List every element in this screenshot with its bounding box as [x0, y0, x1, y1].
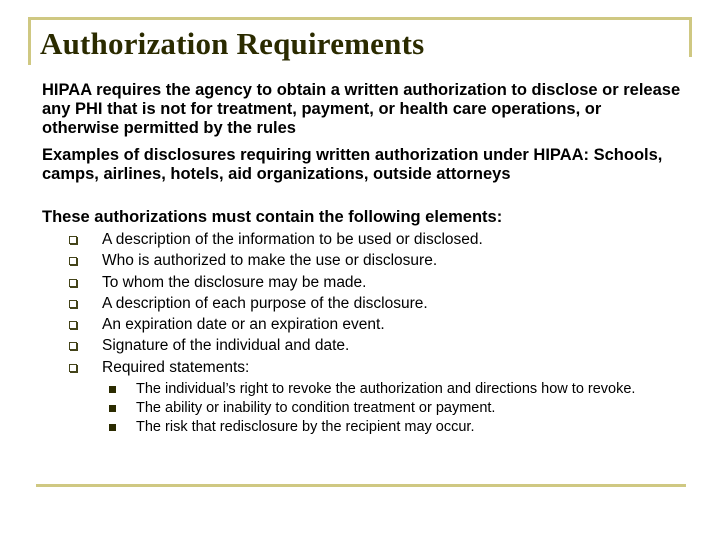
checkbox-bullet-icon	[69, 257, 77, 265]
sub-list-item	[108, 419, 668, 435]
required-statements-list	[108, 381, 668, 438]
title-frame-left	[28, 17, 31, 65]
square-bullet-icon	[109, 424, 116, 431]
title-frame-top	[28, 17, 692, 20]
slide-title: Authorization Requirements	[40, 26, 425, 61]
list-item	[66, 229, 686, 250]
sub-list-item	[108, 381, 668, 397]
list-item	[66, 335, 686, 356]
square-bullet-icon	[109, 405, 116, 412]
list-item-text: Required statements:	[102, 358, 250, 376]
list-item	[66, 314, 686, 335]
sub-list-item-text: The individual’s right to revoke the authorization and directions how to revoke.	[136, 381, 636, 397]
checkbox-bullet-icon	[69, 364, 77, 372]
title-frame-right	[689, 17, 692, 57]
list-item	[66, 250, 686, 271]
checkbox-bullet-icon	[69, 279, 77, 287]
list-item	[66, 357, 686, 378]
checkbox-bullet-icon	[69, 342, 77, 350]
sub-list-item-text: The ability or inability to condition treatment or payment.	[136, 400, 496, 416]
list-item-text: Who is authorized to make the use or disclosure.	[102, 252, 438, 270]
list-item-text: A description of the information to be used or disclosed.	[102, 231, 483, 248]
list-item-text: An expiration date or an expiration event.	[102, 316, 385, 334]
paragraph-elements-intro: These authorizations must contain the following elements:	[42, 208, 503, 226]
list-item-text: Signature of the individual and date.	[102, 337, 350, 355]
bottom-divider	[36, 484, 686, 487]
list-item	[66, 272, 686, 293]
paragraph-disclosure-examples: Examples of disclosures requiring written authorization under HIPAA: Schools, camps, airlines, hotels, aid organizations, outside attorneys	[42, 146, 663, 183]
list-item-text: To whom the disclosure may be made.	[102, 273, 367, 291]
checkbox-bullet-icon	[69, 300, 77, 308]
paragraph-hipaa-requirement: HIPAA requires the agency to obtain a written authorization to disclose or release any PHI that is not for treatment, payment, or health care operations, or otherwise permitted by the rules	[42, 81, 681, 137]
square-bullet-icon	[109, 386, 116, 393]
sub-list-item	[108, 400, 668, 416]
elements-list	[66, 229, 686, 378]
list-item-text: A description of each purpose of the disclosure.	[102, 294, 428, 312]
sub-list-item-text: The risk that redisclosure by the recipient may occur.	[136, 419, 475, 435]
checkbox-bullet-icon	[69, 321, 77, 329]
list-item	[66, 293, 686, 314]
checkbox-bullet-icon	[69, 236, 77, 244]
